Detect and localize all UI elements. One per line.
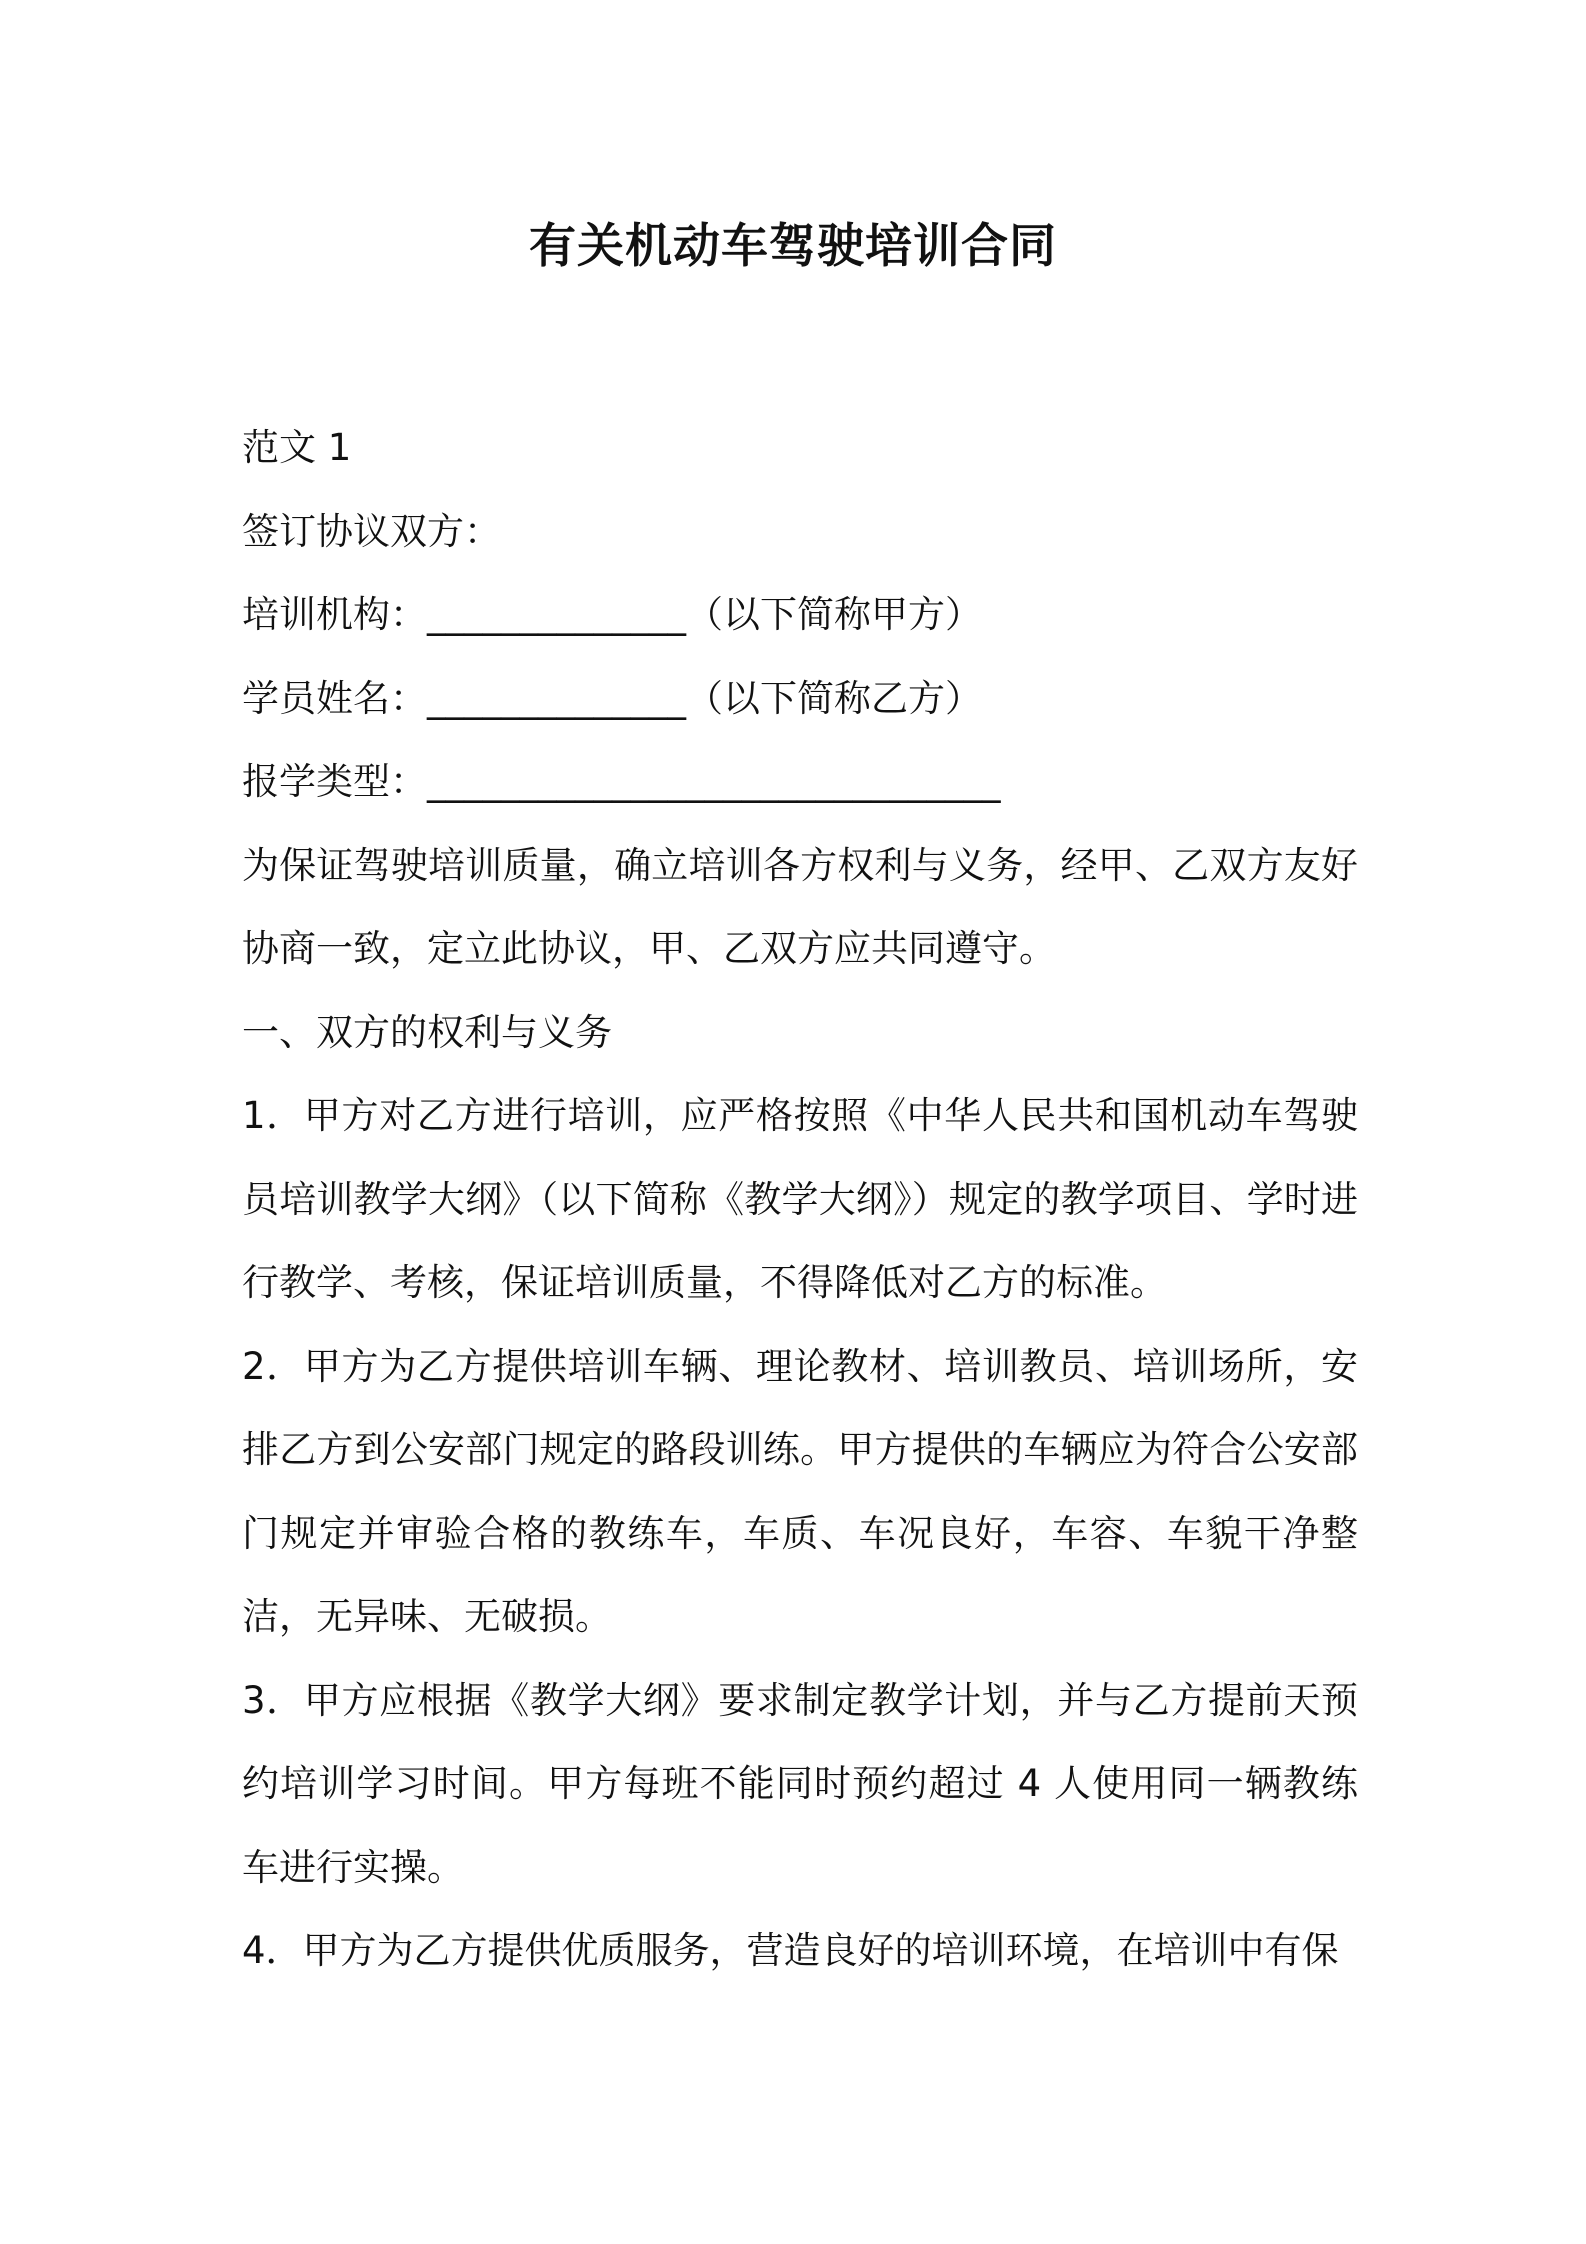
preamble-paragraph: 为保证驾驶培训质量，确立培训各方权利与义务，经甲、乙双方友好协商一致，定立此协议，甲、乙双方应共同遵守。	[242, 843, 1358, 970]
student-name-field: 学员姓名：______________（以下简称乙方）	[242, 676, 982, 720]
clause-3: 3．甲方应根据《教学大纲》要求制定教学计划，并与乙方提前天预约培训学习时间。甲方每班不能同时预约超过 4 人使用同一辆教练车进行实操。	[242, 1678, 1358, 1889]
document-body	[242, 406, 1358, 1993]
sample-label: 范文 1	[242, 426, 352, 469]
parties-heading: 签订协议双方：	[242, 509, 501, 553]
clause-2: 2．甲方为乙方提供培训车辆、理论教材、培训教员、培训场所，安排乙方到公安部门规定的路段训练。甲方提供的车辆应为符合公安部门规定并审验合格的教练车，车质、车况良好，车容、车貌干净整洁，无异味、无破损。	[242, 1344, 1358, 1638]
section-heading-rights-obligations: 一、双方的权利与义务	[242, 1010, 612, 1054]
clause-4: 4．甲方为乙方提供优质服务，营造良好的培训环境，在培训中有保	[242, 1929, 1339, 1972]
document-title: 有关机动车驾驶培训合同	[529, 219, 1057, 274]
training-institution-field: 培训机构：______________（以下简称甲方）	[242, 593, 982, 636]
enrollment-type-field: 报学类型：_______________________________	[242, 760, 1001, 803]
clause-1: 1．甲方对乙方进行培训，应严格按照《中华人民共和国机动车驾驶员培训教学大纲》（以下简称《教学大纲》）规定的教学项目、学时进行教学、考核，保证培训质量，不得降低对乙方的标准。	[242, 1094, 1358, 1304]
